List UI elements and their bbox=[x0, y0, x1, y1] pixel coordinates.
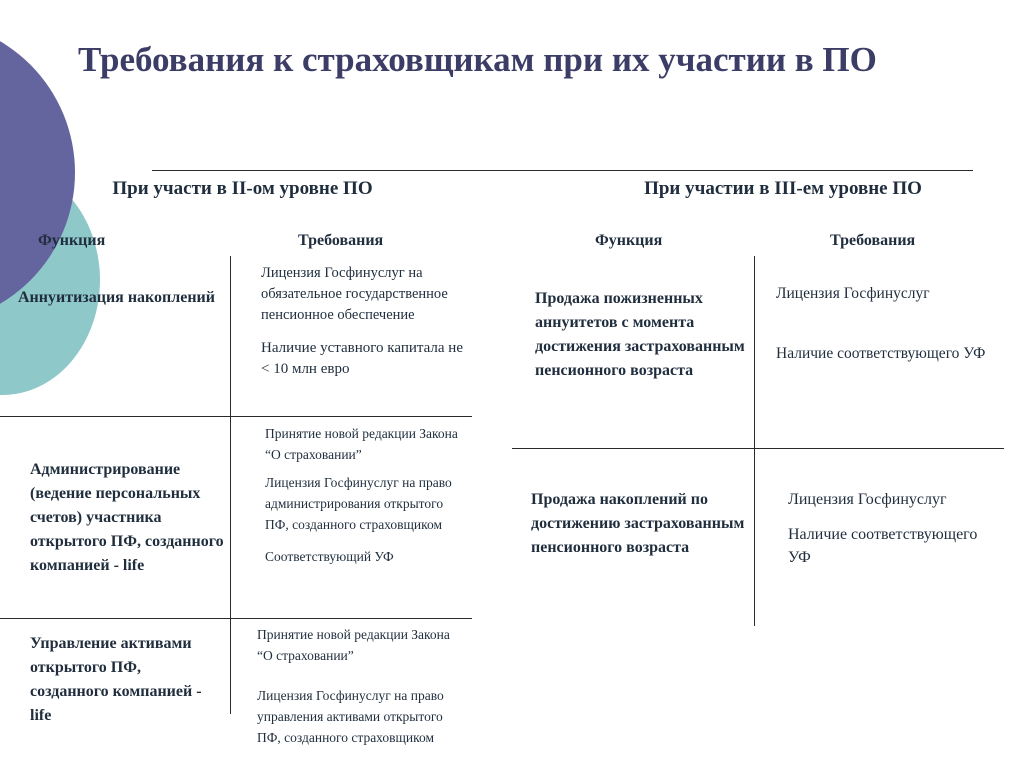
right-row-1-function: Продажа пожизненных аннуитетов с момента достижения застрахованным пенсионного возраста bbox=[535, 290, 745, 379]
level-2-function-header: Функция bbox=[38, 232, 106, 249]
level-2-requirements-header: Требования bbox=[298, 232, 384, 249]
requirement-text: Лицензия Госфинуслуг на право администрирования открытого ПФ, созданного страховщиком bbox=[265, 475, 452, 532]
requirement-text: Наличие соответствующего УФ bbox=[788, 526, 978, 566]
header-divider bbox=[152, 170, 973, 171]
level-3-function-header: Функция bbox=[595, 232, 663, 249]
requirement-text: Лицензия Госфинуслуг на право управления активами открытого ПФ, созданного страховщиком bbox=[257, 688, 444, 745]
left-row-3-requirements bbox=[257, 624, 467, 748]
left-row-1-function: Аннуитизация накоплений bbox=[18, 289, 215, 306]
right-row-1-requirements bbox=[776, 283, 1001, 365]
left-table-row-divider-2 bbox=[0, 618, 472, 619]
requirement-text: Принятие новой редакции Закона “О страховании” bbox=[265, 426, 458, 462]
right-table-column-divider bbox=[754, 256, 755, 626]
left-row-2-function: Администрирование (ведение персональных счетов) участника открытого ПФ, созданного компанией - life bbox=[30, 461, 224, 574]
right-row-2-function: Продажа накоплений по достижению застрахованным пенсионного возраста bbox=[531, 491, 745, 556]
page-title: Требования к страховщикам при их участии в ПО bbox=[78, 40, 877, 79]
left-row-1-requirements bbox=[261, 263, 471, 380]
left-table-column-divider bbox=[230, 256, 231, 714]
left-row-2-requirements bbox=[265, 423, 465, 567]
level-3-requirements-header: Требования bbox=[830, 232, 916, 249]
requirement-text: Лицензия Госфинуслуг bbox=[788, 491, 947, 508]
requirement-text: Принятие новой редакции Закона “О страховании” bbox=[257, 627, 450, 663]
level-3-heading: При участии в III-ем уровне ПО bbox=[644, 178, 922, 199]
requirement-text: Лицензия Госфинуслуг bbox=[776, 285, 930, 302]
right-table-row-divider bbox=[512, 448, 1004, 449]
requirement-text: Наличие соответствующего УФ bbox=[776, 345, 986, 362]
requirement-text: Наличие уставного капитала не < 10 млн евро bbox=[261, 340, 463, 377]
requirement-text: Лицензия Госфинуслуг на обязательное государственное пенсионное обеспечение bbox=[261, 265, 448, 323]
right-row-2-requirements bbox=[788, 488, 1003, 569]
requirement-text: Соответствующий УФ bbox=[265, 549, 394, 564]
level-2-heading: При участи в II-ом уровне ПО bbox=[112, 178, 373, 199]
left-table-row-divider-1 bbox=[0, 416, 472, 417]
left-row-3-function: Управление активами открытого ПФ, созданного компанией - life bbox=[30, 635, 202, 724]
